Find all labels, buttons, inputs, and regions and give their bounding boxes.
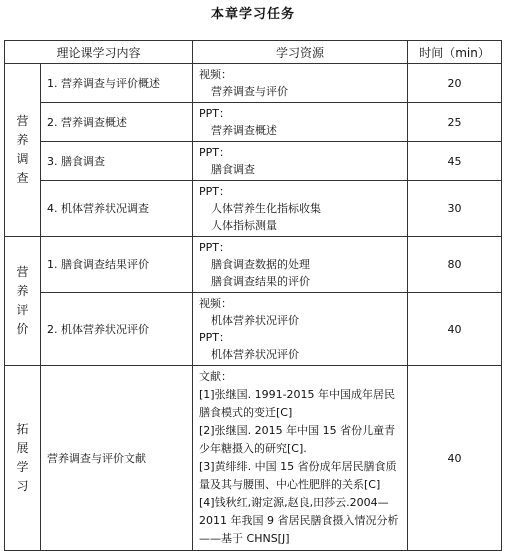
table-row — [5, 142, 502, 181]
resource-item: 人体指标测量 — [211, 219, 278, 232]
group-label-char: 营 — [16, 265, 29, 279]
resource-item: 机体营养状况评价 — [211, 314, 300, 327]
table-row — [5, 103, 502, 142]
time-cell: 40 — [408, 293, 502, 366]
group-label-char: 习 — [16, 479, 29, 493]
reference-item: [4]钱秋红,谢定源,赵良,田莎云.2004—2011 年我国 9 省居民膳食摄入情况分析——基于 CHNS[J] — [199, 496, 399, 545]
time-cell: 25 — [408, 103, 502, 142]
resource-cell — [193, 181, 408, 237]
time-cell: 30 — [408, 181, 502, 237]
learning-tasks-table — [4, 40, 502, 551]
group-label-char: 调 — [16, 152, 29, 166]
group-label-extended — [5, 366, 41, 551]
group-label-evaluation — [5, 237, 41, 366]
resource-cell — [193, 293, 408, 366]
header-resource: 学习资源 — [193, 41, 408, 64]
time-cell: 20 — [408, 64, 502, 103]
reference-item: [1]张继国. 1991-2015 年中国成年居民膳食模式的变迁[C] — [199, 388, 396, 419]
resource-type: PPT： — [199, 185, 231, 198]
resource-item: 营养调查概述 — [211, 124, 278, 137]
table-row — [5, 293, 502, 366]
table-row — [5, 366, 502, 551]
item-cell: 4. 机体营养状况调查 — [41, 181, 193, 237]
resource-type: PPT： — [199, 146, 231, 159]
reference-item: [2]张继国. 2015 年中国 15 省份儿童青少年糖摄入的研究[C]. — [199, 424, 396, 455]
time-cell: 40 — [408, 366, 502, 551]
group-label-char: 拓 — [16, 422, 29, 436]
item-cell: 2. 机体营养状况评价 — [41, 293, 193, 366]
time-cell: 80 — [408, 237, 502, 293]
group-label-char: 价 — [16, 322, 29, 336]
group-label-char: 营 — [16, 114, 29, 128]
table-row — [5, 64, 502, 103]
resource-type: 视频： — [199, 68, 233, 81]
group-label-char: 展 — [16, 441, 29, 455]
resource-cell — [193, 237, 408, 293]
group-label-char: 查 — [16, 171, 29, 185]
item-cell: 营养调查与评价文献 — [41, 366, 193, 551]
references-cell — [193, 366, 408, 551]
resource-type: 视频： — [199, 297, 233, 310]
resource-cell — [193, 103, 408, 142]
resource-type: PPT： — [199, 241, 231, 254]
item-cell: 3. 膳食调查 — [41, 142, 193, 181]
page-title: 本章学习任务 — [210, 7, 295, 22]
resource-type: PPT： — [199, 107, 231, 120]
resource-cell — [193, 142, 408, 181]
resource-type: 文献： — [199, 370, 233, 383]
group-label-char: 评 — [16, 303, 29, 317]
resource-type: PPT： — [199, 331, 231, 344]
group-label-char: 养 — [16, 133, 29, 147]
table-header-row — [5, 41, 502, 64]
resource-item: 人体营养生化指标收集 — [211, 202, 322, 215]
reference-item: [3]黄绯绯. 中国 15 省份成年居民膳食质量及其与腰围、中心性肥胖的关系[C] — [199, 460, 397, 491]
table-row — [5, 181, 502, 237]
resource-cell — [193, 64, 408, 103]
item-cell: 1. 营养调查与评价概述 — [41, 64, 193, 103]
group-label-char: 养 — [16, 284, 29, 298]
resource-item: 膳食调查 — [211, 163, 256, 176]
table-row — [5, 237, 502, 293]
resource-item: 膳食调查结果的评价 — [211, 275, 311, 288]
header-time: 时间（min） — [408, 41, 502, 64]
group-label-survey — [5, 64, 41, 237]
group-label-char: 学 — [16, 460, 29, 474]
resource-item: 机体营养状况评价 — [211, 348, 300, 361]
item-cell: 1. 膳食调查结果评价 — [41, 237, 193, 293]
time-cell: 45 — [408, 142, 502, 181]
header-content: 理论课学习内容 — [5, 41, 193, 64]
resource-item: 膳食调查数据的处理 — [211, 258, 311, 271]
item-cell: 2. 营养调查概述 — [41, 103, 193, 142]
resource-item: 营养调查与评价 — [211, 85, 289, 98]
